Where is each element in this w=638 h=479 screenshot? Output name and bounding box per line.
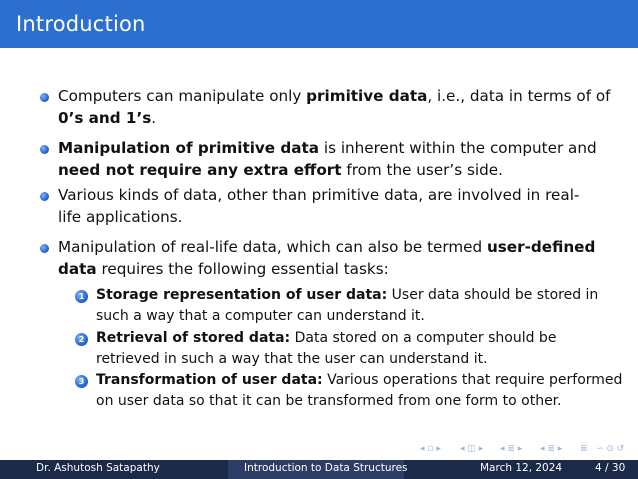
number-1-icon: 1: [75, 290, 88, 303]
task-2-text: Retrieval of stored data: Data stored on a computer should be retrieved in such a way that the user can understand it.: [96, 330, 557, 367]
number-3-icon: 3: [75, 375, 88, 388]
bullet-1-text: Computers can manipulate only primitive data, i.e., data in terms of of 0’s and 1’s.: [58, 87, 611, 127]
bullet-icon: [40, 145, 49, 154]
bullet-icon: [40, 93, 49, 102]
bullet-4-text: Manipulation of real-life data, which can also be termed user-defined data requires the following essential tasks:: [58, 238, 596, 278]
bullet-3-text: Various kinds of data, other than primitive data, are involved in real-life applications.: [58, 186, 580, 226]
task-1-text: Storage representation of user data: User data should be stored in such a way that a computer can understand it.: [96, 287, 599, 324]
nav-next-icon[interactable]: ◂ ≣ ▸: [540, 444, 563, 454]
number-2-icon: 2: [75, 333, 88, 346]
page-title: Introduction: [16, 12, 146, 36]
nav-subsection-icon[interactable]: ≣: [580, 444, 588, 454]
footer-date: March 12, 2024: [480, 462, 563, 474]
nav-prev-icon[interactable]: ◂ ◫ ▸: [460, 444, 484, 454]
footer-author: Dr. Ashutosh Satapathy: [36, 462, 160, 474]
footer-page: 4 / 30: [595, 462, 626, 474]
bullet-icon: [40, 244, 49, 253]
nav-first-icon[interactable]: ◂ ▫ ▸: [420, 444, 441, 454]
bullet-2-text: Manipulation of primitive data is inherent within the computer and need not require any extra effort from the user’s side.: [58, 139, 597, 179]
footer-course: Introduction to Data Structures: [244, 462, 408, 474]
navigation-symbols: [420, 444, 630, 458]
nav-section-icon[interactable]: ◂ ≣ ▸: [500, 444, 523, 454]
footer-bar: [0, 460, 638, 479]
nav-search-icon[interactable]: ∽ ⊙ ↺: [596, 444, 625, 454]
task-3-text: Transformation of user data: Various operations that require performed on user data so that it can be transformed from one form to other.: [96, 372, 623, 409]
bullet-icon: [40, 192, 49, 201]
